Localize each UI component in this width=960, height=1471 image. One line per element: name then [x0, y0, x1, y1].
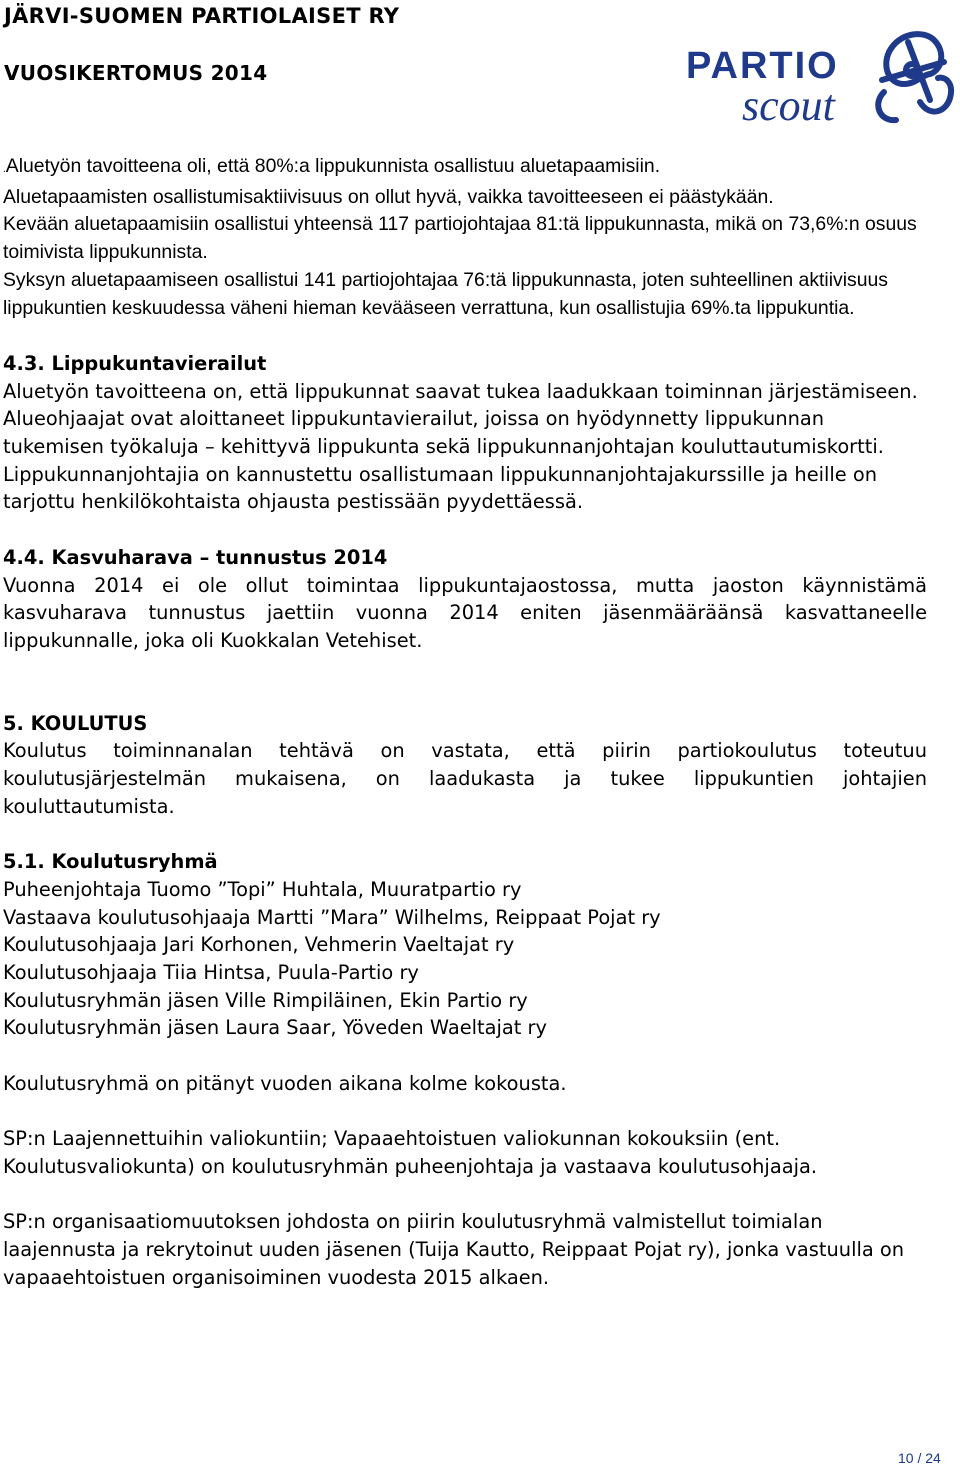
member-line: Vastaava koulutusohjaaja Martti ”Mara” Wilhelms, Reippaat Pojat ry — [3, 905, 661, 929]
section-4-3-paragraph-1: Aluetyön tavoitteena on, että lippukunnat saavat tukea laadukkaan toiminnan järjestämiseen. Alueohjaajat ovat aloittaneet lippukuntavierailut, joissa on hyödynnetty lippukunnan tukemisen työkaluja – kehittyvä lippukunta sekä lippukunnanjohtajan kouluttautumiskortti. — [3, 379, 918, 459]
section-5-1-paragraph-2: SP:n Laajennettuihin valiokuntiin; Vapaaehtoistuen valiokunnan kokouksiin (ent. Koulutusvaliokunta) on koulutusryhmän puheenjohtaja ja vastaava koulutusohjaaja. — [3, 1127, 818, 1178]
logo-word-partio: PARTIO — [686, 45, 839, 87]
scout-emblem-icon — [878, 34, 951, 120]
section-5-1-paragraph-3: SP:n organisaatiomuutoksen johdosta on piirin koulutusryhmä valmistellut toimialan laajennusta ja rekrytoinut uuden jäsenen (Tuija Kautto, Reippaat Pojat ry), jonka vastuulla on vapaaehtoistuen organisoiminen vuodesta 2015 alkaen. — [3, 1210, 905, 1289]
member-line: Koulutusryhmän jäsen Ville Rimpiläinen, Ekin Partio ry — [3, 988, 528, 1012]
intro-line-4: Syksyn aluetapaamiseen osallistui 141 partiojohtajaa 76:tä lippukunnasta, joten suhteellinen aktiivisuus lippukuntien keskuudessa väheni hieman kevääseen verrattuna, kun osallistujia 69%.ta lippukuntia. — [3, 268, 888, 319]
logo-word-scout: scout — [742, 81, 835, 130]
section-5-heading: 5. KOULUTUS — [3, 711, 148, 735]
intro-line-2: Aluetapaamisten osallistumisaktiivisuus on ollut hyvä, vaikka tavoitteeseen ei päästykään. — [3, 185, 774, 208]
section-4-3-paragraph-2: Lippukunnanjohtajia on kannustettu osallistumaan lippukunnanjohtajakurssille ja heille on tarjottu henkilökohtaista ohjausta pestissään pyydettäessä. — [3, 462, 878, 514]
section-4-4 — [3, 544, 927, 655]
member-line: Koulutusohjaaja Jari Korhonen, Vehmerin Vaeltajat ry — [3, 933, 515, 957]
section-5-1-paragraph-1: Koulutusryhmä on pitänyt vuoden aikana kolme kokousta. — [3, 1071, 567, 1095]
section-5-1 — [3, 848, 927, 1291]
page-number: 10 / 24 — [898, 1450, 941, 1466]
partio-scout-logo — [684, 22, 956, 132]
section-4-4-paragraph: Vuonna 2014 ei ole ollut toimintaa lippukuntajaostossa, mutta jaoston käynnistämä kasvuharava tunnustus jaettiin vuonna 2014 eniten jäsenmääräänsä kasvattaneelle lippukunnalle, joka oli Kuokkalan Vetehiset. — [3, 573, 927, 652]
report-title: VUOSIKERTOMUS 2014 — [4, 61, 268, 85]
member-line: Koulutusryhmän jäsen Laura Saar, Yöveden Waeltajat ry — [3, 1016, 547, 1040]
section-4-4-heading: 4.4. Kasvuharava – tunnustus 2014 — [3, 545, 388, 569]
member-line: Koulutusohjaaja Tiia Hintsa, Puula-Partio ry — [3, 960, 419, 984]
intro-line-1: .Aluetyön tavoitteena oli, että 80%:a lippukunnista osallistuu aluetapaamisiin. — [3, 155, 661, 177]
section-4-3 — [3, 350, 927, 516]
section-4-3-heading: 4.3. Lippukuntavierailut — [3, 351, 267, 375]
intro-line-3: Kevään aluetapaamisiin osallistui yhteensä 117 partiojohtajaa 81:tä lippukunnasta, mikä on 73,6%:n osuus toimivista lippukunnista. — [3, 213, 917, 264]
member-line: Puheenjohtaja Tuomo ”Topi” Huhtala, Muuratpartio ry — [3, 877, 522, 901]
section-5-paragraph: Koulutus toiminnanalan tehtävä on vastata, että piirin partiokoulutus toteutuu koulutusjärjestelmän mukaisena, on laadukasta ja tukee lippukuntien johtajien kouluttautumista. — [3, 739, 927, 818]
section-5-1-heading: 5.1. Koulutusryhmä — [3, 850, 218, 874]
intro-section — [3, 153, 927, 322]
section-5 — [3, 710, 927, 821]
organization-name: JÄRVI-SUOMEN PARTIOLAISET RY — [4, 4, 400, 28]
